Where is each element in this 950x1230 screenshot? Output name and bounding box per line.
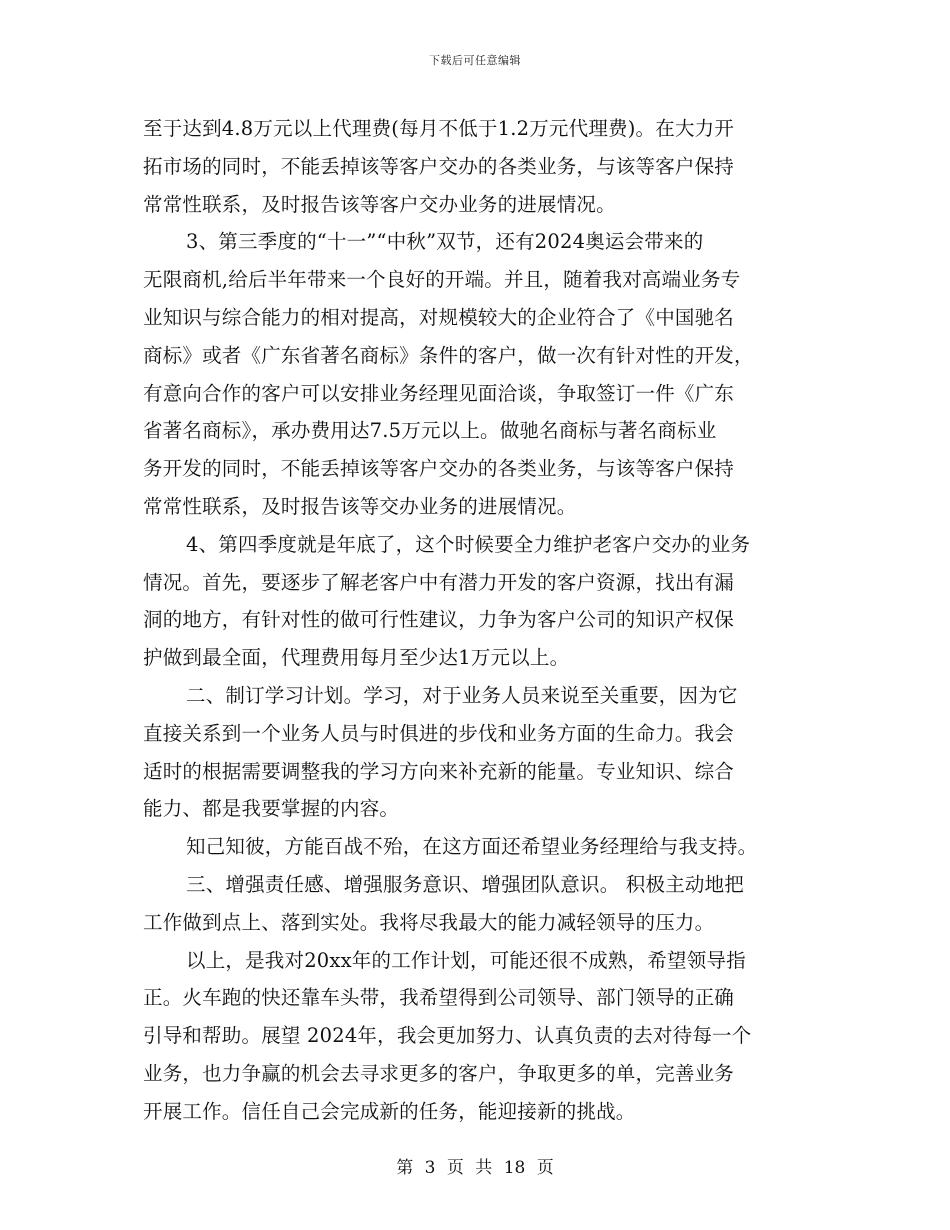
page-number-footer: 第 3 页 共 18 页 [396,1158,554,1178]
text-line: 常常性联系，及时报告该等交办业务的进展情况。 [143,494,577,518]
paragraph [143,223,813,525]
paragraph [143,110,813,223]
text-line: 正。火车跑的快还靠车头带，我希望得到公司领导、部门领导的正确 [143,986,735,1010]
text-line: 二、制订学习计划。学习，对于业务人员来说至关重要，因为它 [186,683,738,707]
text-line: 工作做到点上、落到实处。我将尽我最大的能力减轻领导的压力。 [143,910,715,934]
text-line: 知己知彼，方能百战不殆，在这方面还希望业务经理给与我支持。 [186,835,758,859]
paragraph [143,866,813,942]
text-line: 适时的根据需要调整我的学习方向来补充新的能量。专业知识、综合 [143,759,735,783]
text-line: 拓市场的同时，不能丢掉该等客户交办的各类业务，与该等客户保持 [143,154,735,178]
text-line: 至于达到4.8万元以上代理费(每月不低于1.2万元代理费)。在大力开 [143,117,735,140]
paragraph [143,828,813,866]
text-line: 以上，是我对20xx年的工作计划，可能还很不成熟，希望领导指 [186,948,746,972]
text-line: 能力、都是我要掌握的内容。 [143,797,400,821]
text-line: 引导和帮助。展望 2024年，我会更加努力、认真负责的去对待每一个 [143,1024,752,1048]
document-body [143,110,813,1131]
text-line: 情况。首先，要逐步了解老客户中有潜力开发的客户资源，找出有漏 [143,570,735,594]
text-line: 开展工作。信任自己会完成新的任务，能迎接新的挑战。 [143,1099,636,1123]
text-line: 3、第三季度的“十一”“中秋”双节，还有2024奥运会带来的 [186,230,704,254]
text-line: 业知识与综合能力的相对提高，对规模较大的企业符合了《中国驰名 [143,305,735,329]
text-line: 三、增强责任感、增强服务意识、增强团队意识。 积极主动地把 [186,872,744,896]
page-header: 下载后可任意编辑 [429,54,521,67]
text-line: 护做到最全面，代理费用每月至少达1万元以上。 [143,646,570,670]
text-line: 商标》或者《广东省著名商标》条件的客户，做一次有针对性的开发， [143,343,754,367]
text-line: 务开发的同时，不能丢掉该等客户交办的各类业务，与该等客户保持 [143,457,735,481]
text-line: 无限商机,给后半年带来一个良好的开端。并且，随着我对高端业务专 [143,268,741,292]
text-line: 省著名商标》，承办费用达7.5万元以上。做驰名商标与著名商标业 [143,419,717,443]
paragraph [143,526,813,677]
text-line: 业务，也力争赢的机会去寻求更多的客户，争取更多的单，完善业务 [143,1061,735,1085]
text-line: 洞的地方，有针对性的做可行性建议，力争为客户公司的知识产权保 [143,608,735,632]
text-line: 有意向合作的客户可以安排业务经理见面洽谈，争取签订一件《广东 [143,381,735,405]
paragraph [143,942,813,1131]
text-line: 直接关系到一个业务人员与时俱进的步伐和业务方面的生命力。我会 [143,721,735,745]
text-line: 常常性联系，及时报告该等客户交办业务的进展情况。 [143,192,616,216]
text-line: 4、第四季度就是年底了，这个时候要全力维护老客户交办的业务 [186,532,751,556]
paragraph [143,677,813,828]
